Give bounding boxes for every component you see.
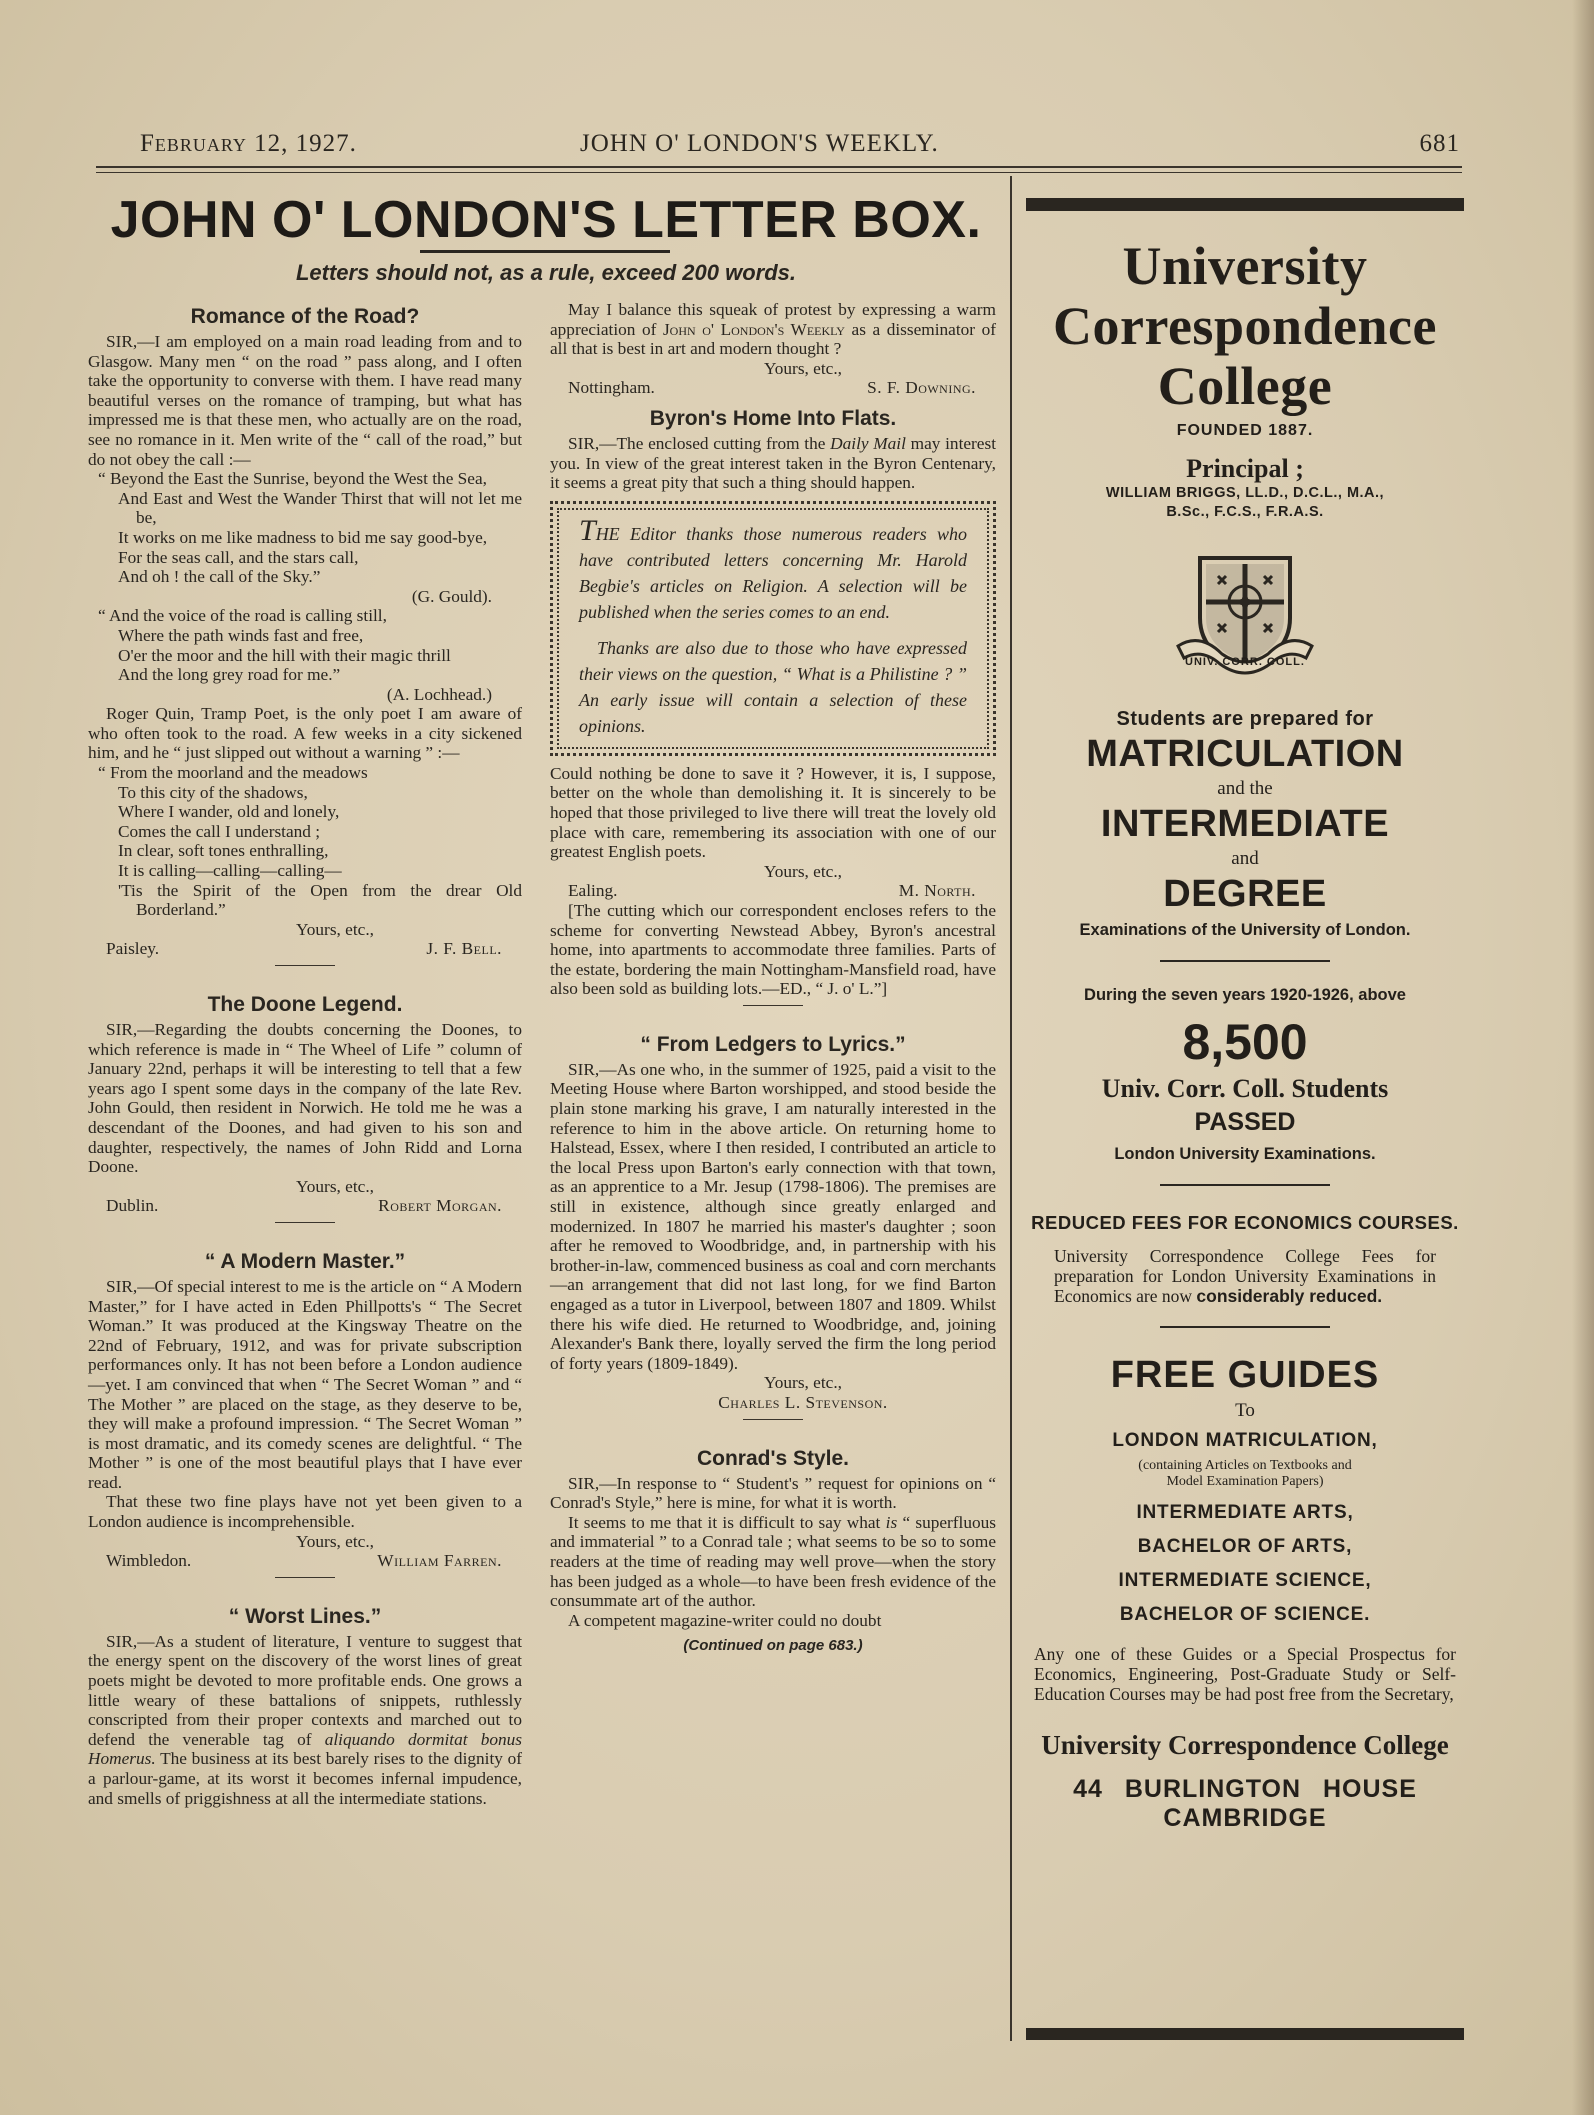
verse-line: And the long grey road for me.” <box>118 665 341 685</box>
worst-text: SIR,—As a student of literature, I venture to suggest that the energy spent on the discovery of the worst lines of great poets might be devoted to more profitable ends. One grows a little weary of these battalions of snippets, ruthlessly conscripted from their proper contexts and marched out to defend the venerable tag of <box>88 1631 522 1749</box>
guide-item: LONDON MATRICULATION, <box>1112 1430 1378 1451</box>
to-line: To <box>1235 1400 1255 1421</box>
exams-line: Examinations of the University of London. <box>1079 921 1411 939</box>
signature-name: J. F. Bell. <box>426 939 502 959</box>
signature-place: Ealing. <box>568 881 618 901</box>
signature-line <box>550 881 996 901</box>
section-separator <box>275 1222 335 1223</box>
signature-name: Charles L. Stevenson. <box>718 1392 888 1412</box>
notice-text-1: HE Editor thanks those numerous readers who have contributed letters concerning Mr. Harold Begbie's articles on Religion. A selection will be published when the series comes to an end. <box>579 523 967 622</box>
issue-date: February 12, 1927. <box>140 130 357 157</box>
signature-place: Nottingham. <box>568 378 655 398</box>
byron-para-2: Could nothing be done to save it ? However, it is, I suppose, better on the whole than demolishing it. It is sincerely to be hoped that those privileged to live there will treat the lovely old place with care, remembering its association with one of our greatest English poets. <box>550 763 996 862</box>
guide-note: Model Examination Papers) <box>1166 1474 1324 1489</box>
letter-box-title: JOHN O' LONDON'S LETTER BOX. <box>110 191 982 249</box>
reduced-fees-heading: REDUCED FEES FOR ECONOMICS COURSES. <box>1031 1212 1459 1233</box>
signature-place: Paisley. <box>106 939 160 959</box>
heading-doone: The Doone Legend. <box>207 993 403 1016</box>
sign-off: Yours, etc., <box>764 861 842 881</box>
principal-degrees: B.Sc., F.C.S., F.R.A.S. <box>1166 504 1324 520</box>
verse-line: In clear, soft tones enthralling, <box>118 841 329 861</box>
ad-divider <box>1160 960 1330 962</box>
worst-para-1 <box>88 1632 522 1808</box>
heading-modern-master: “ A Modern Master.” <box>204 1249 406 1273</box>
signature-line <box>550 378 996 398</box>
heading-romance: Romance of the Road? <box>190 305 420 328</box>
verse-line: O'er the moor and the hill with their magic thrill <box>118 645 451 665</box>
notice-para-1 <box>579 513 967 625</box>
byron-text: SIR,—The enclosed cutting from the <box>568 433 826 453</box>
college-name-line: Correspondence <box>1053 296 1437 356</box>
fees-text <box>1054 1246 1436 1306</box>
college-footer-name: University Correspondence College <box>1041 1730 1449 1760</box>
header-rule <box>96 166 1462 168</box>
verse-lochhead <box>98 606 522 684</box>
byron-text-cont: may interest you. In view of the great interest taken in the Byron Centenary, it seems a great pity that such a thing should happen. <box>550 433 996 493</box>
sign-off: Yours, etc., <box>296 1531 374 1551</box>
verse-line: “ From the moorland and the meadows <box>98 763 368 783</box>
verse-line: “ Beyond the East the Sunrise, beyond the West the Sea, <box>98 469 487 489</box>
ucc-advertisement <box>1026 236 1464 1833</box>
byron-para-1 <box>550 434 996 493</box>
guide-item: INTERMEDIATE ARTS, <box>1136 1502 1354 1523</box>
byron-editor-note: [The cutting which our correspondent encloses refers to the scheme for converting Newstead Abbey, Byron's ancestral home, into apartments to accommodate three families. Parts of the estate, bordering the main Nottingham-Mansfield road, have also been sold as building lots.—ED., “ J. o' L.”] <box>550 900 996 999</box>
fees-body: University Correspondence College Fees for preparation for London University Examinations in Economics are now <box>1054 1246 1436 1306</box>
verse-line: Where the path winds fast and free, <box>118 625 364 645</box>
ad-divider <box>1160 1184 1330 1186</box>
fees-bold: considerably reduced. <box>1196 1286 1383 1306</box>
passed: PASSED <box>1194 1108 1296 1136</box>
verse-line: Where I wander, old and lonely, <box>118 802 340 822</box>
header-rule-thin <box>96 172 1462 173</box>
students-label: Univ. Corr. Coll. Students <box>1101 1074 1389 1103</box>
verse-attribution: (A. Lochhead.) <box>386 684 492 704</box>
london-exams: London University Examinations. <box>1114 1145 1376 1163</box>
running-header <box>140 130 1460 170</box>
college-name-line: University <box>1122 236 1368 296</box>
ledgers-para-1: SIR,—As one who, in the summer of 1925, paid a visit to the Meeting House where Barton worshipped, and stood beside the plain stone marking his grave, I am naturally interested in the reference to him in the above article. On returning home to Halstead, Essex, where I then resided, I contributed an article to the local Press upon Barton's early connection with that town, as an apprentice to a Mr. Jesup (1798-1806). The premises are still in existence, although since greatly enlarged and modernized. In 1807 he married his master's daughter ; soon after he removed to Woodbridge, and, in partnership with his brother-in-law, commenced business as coal and corn merchants—an arrangement that did not last long, for we find Barton engaged as a tutor in Liverpool, between 1807 and 1809. Whilst there his wife died. He returned to Woodbridge, and, joining Alexander's Bank there, loyally served the firm the long period of forty years (1809-1849). <box>550 1059 996 1373</box>
worst-text-2: May I balance this squeak of protest by expressing a warm appreciation of <box>550 300 996 339</box>
weekly-name: John o' London's Weekly <box>662 319 845 339</box>
section-separator <box>743 1419 803 1420</box>
page-edge-shadow <box>1572 0 1594 2115</box>
letters-column-right <box>550 300 996 1656</box>
latin-tag: aliquando dormitat bonus Homerus. <box>88 1729 523 1769</box>
verse-line: To this city of the shadows, <box>118 782 308 802</box>
worst-text-cont: The business at its best barely rises to the dignity of a parlour-game, at its worst it becomes infernal impudence, and smells of priggishness at all the intermediate stations. <box>88 1749 523 1808</box>
editor-notice-box <box>550 501 996 756</box>
verse-gould <box>98 469 522 587</box>
title-underline <box>420 250 670 253</box>
and: and <box>1231 848 1259 869</box>
page-number: 681 <box>1419 130 1460 157</box>
matriculation: MATRICULATION <box>1086 733 1404 775</box>
verse-line: 'Tis the Spirit of the Open from the drear Old Borderland.” <box>118 880 522 920</box>
daily-mail: Daily Mail <box>830 433 906 453</box>
signature-place: Wimbledon. <box>106 1551 192 1571</box>
sign-off: Yours, etc., <box>764 358 842 378</box>
verse-attribution: (G. Gould). <box>411 586 492 606</box>
continued-note: (Continued on page 683.) <box>683 1637 863 1655</box>
column-divider <box>1010 176 1012 2041</box>
during-line: During the seven years 1920-1926, above <box>1084 986 1406 1004</box>
verse-line: And East and West the Wander Thirst that will not let me be, <box>118 488 522 528</box>
guide-item: BACHELOR OF ARTS, <box>1137 1536 1353 1557</box>
drop-cap: T <box>579 513 596 547</box>
letters-column-left <box>88 300 522 1808</box>
crest-motto: UNIV. CORR. COLL. <box>1185 656 1305 668</box>
signature-line <box>88 939 522 959</box>
signature-name: S. F. Downing. <box>867 378 976 398</box>
verse-line: Comes the call I understand ; <box>118 821 321 841</box>
intermediate: INTERMEDIATE <box>1100 803 1390 845</box>
romance-para-2: Roger Quin, Tramp Poet, is the only poet I am aware of who often took to the road. A few weeks in a city sickened him, and he “ just slipped out without a warning ” :— <box>88 704 522 763</box>
guides-offer: Any one of these Guides or a Special Prospectus for Economics, Engineering, Post-Graduate Study or Self-Education Courses may be had post free from the Secretary, <box>1034 1644 1456 1704</box>
ad-top-rule <box>1026 198 1464 211</box>
degree: DEGREE <box>1163 873 1327 915</box>
signature-line <box>88 1196 522 1216</box>
signature-line <box>88 1551 522 1571</box>
heading-byron: Byron's Home Into Flats. <box>649 406 897 430</box>
verse-line: It works on me like madness to bid me say good-bye, <box>118 527 488 547</box>
conrad-para-3: A competent magazine-writer could no doubt <box>568 1610 882 1630</box>
signature-place: Dublin. <box>106 1196 159 1216</box>
letter-box-subtitle: Letters should not, as a rule, exceed 200 words. <box>295 260 797 285</box>
heading-worst-lines: “ Worst Lines.” <box>228 1604 382 1628</box>
master-para-2: That these two fine plays have not yet been given to a London audience is incomprehensible. <box>88 1492 522 1532</box>
publication-name: JOHN O' LONDON'S WEEKLY. <box>580 130 939 157</box>
heading-conrad: Conrad's Style. <box>696 1446 850 1470</box>
founded-year: FOUNDED 1887. <box>1176 422 1314 439</box>
free-guides: FREE GUIDES <box>1110 1354 1380 1396</box>
doone-para-1: SIR,—Regarding the doubts concerning the Doones, to which reference is made in “ The Wheel of Life ” column of January 22nd, perhaps it will be interesting to tell that a few years ago I spent some days in the company of the late Rev. John Gould, then resident in Norwich. He told me he was a descendant of the Doones, and had given to his son and daughter, respectively, the names of John Ridd and Lorna Doone. <box>88 1020 522 1177</box>
guide-item: BACHELOR OF SCIENCE. <box>1119 1604 1371 1625</box>
conrad-para-1: SIR,—In response to “ Student's ” request for opinions on “ Conrad's Style,” here is mine, for what it is worth. <box>550 1473 996 1513</box>
signature-name: M. North. <box>898 881 976 901</box>
college-address: 44 BURLINGTON HOUSE CAMBRIDGE <box>1073 1775 1417 1832</box>
sign-off: Yours, etc., <box>296 919 374 939</box>
verse-line: It is calling—calling—calling— <box>118 861 342 881</box>
college-name-line: College <box>1157 356 1333 416</box>
verse-line: “ And the voice of the road is calling still, <box>98 606 387 626</box>
verse-line: And oh ! the call of the Sky.” <box>118 567 321 587</box>
conrad-para-2 <box>550 1513 996 1611</box>
sign-off: Yours, etc., <box>764 1373 842 1393</box>
prepared-line: Students are prepared for <box>1116 708 1374 730</box>
section-separator <box>743 1005 803 1006</box>
principal-name: WILLIAM BRIGGS, LL.D., D.C.L., M.A., <box>1105 485 1385 501</box>
guide-note: (containing Articles on Textbooks and <box>1138 1458 1352 1473</box>
ad-divider <box>1160 1326 1330 1328</box>
master-para-1: SIR,—Of special interest to me is the article on “ A Modern Master,” for I have acted in Eden Phillpotts's “ The Secret Woman.” It was produced at the Kingsway Theatre on the 22nd of February, 1912, and was for private subscription performances only. It has not been before a London audience—yet. I am convinced that when “ The Secret Woman ” and “ The Mother ” are placed on the stage, as they deserve to be, they will make a profound impression. “ The Secret Woman ” is most dramatic, and its comedy scenes are delightful. “ The Mother ” is one of the most beautiful plays that I have ever read. <box>88 1276 522 1492</box>
guide-item: INTERMEDIATE SCIENCE, <box>1118 1570 1372 1591</box>
ad-bottom-rule <box>1026 2028 1464 2040</box>
signature-line <box>550 1393 996 1413</box>
notice-para-2: Thanks are also due to those who have expressed their views on the question, “ What is a Philistine ? ” An early issue will contain a selection of these opinions. <box>579 637 967 736</box>
and-the: and the <box>1217 778 1273 799</box>
sign-off: Yours, etc., <box>296 1176 374 1196</box>
section-separator <box>275 965 335 966</box>
verse-line: For the seas call, and the stars call, <box>118 547 359 567</box>
verse-quin <box>98 763 522 920</box>
signature-name: William Farren. <box>377 1551 502 1571</box>
students-count: 8,500 <box>1182 1014 1308 1070</box>
romance-para-1: SIR,—I am employed on a main road leading from and to Glasgow. Many men “ on the road ” pass along, and I often take the opportunity to converse with them. I have read many beautiful verses on the romance of tramping, but what has impressed me is that these men, who actually are on the road, see no romance in it. Men write of the “ call of the road,” but do not obey the call :— <box>88 332 522 469</box>
signature-name: Robert Morgan. <box>378 1196 502 1216</box>
conrad-text: It seems to me that it is difficult to say what <box>568 1512 881 1532</box>
heading-ledgers: “ From Ledgers to Lyrics.” <box>640 1032 906 1056</box>
conrad-is: is <box>885 1512 898 1532</box>
principal-label: Principal ; <box>1186 454 1304 483</box>
worst-text-3: as a disseminator of all that is best in art and modern thought ? <box>550 319 997 359</box>
section-separator <box>275 1577 335 1578</box>
worst-para-2 <box>550 300 996 359</box>
conrad-text-cont: “ superfluous and immaterial ” to a Conrad tale ; what seems to be so to some readers at the time of reading may well prove—when the story has been judged as a whole—to have been fresh evidence of the consummate art of the author. <box>550 1512 996 1611</box>
